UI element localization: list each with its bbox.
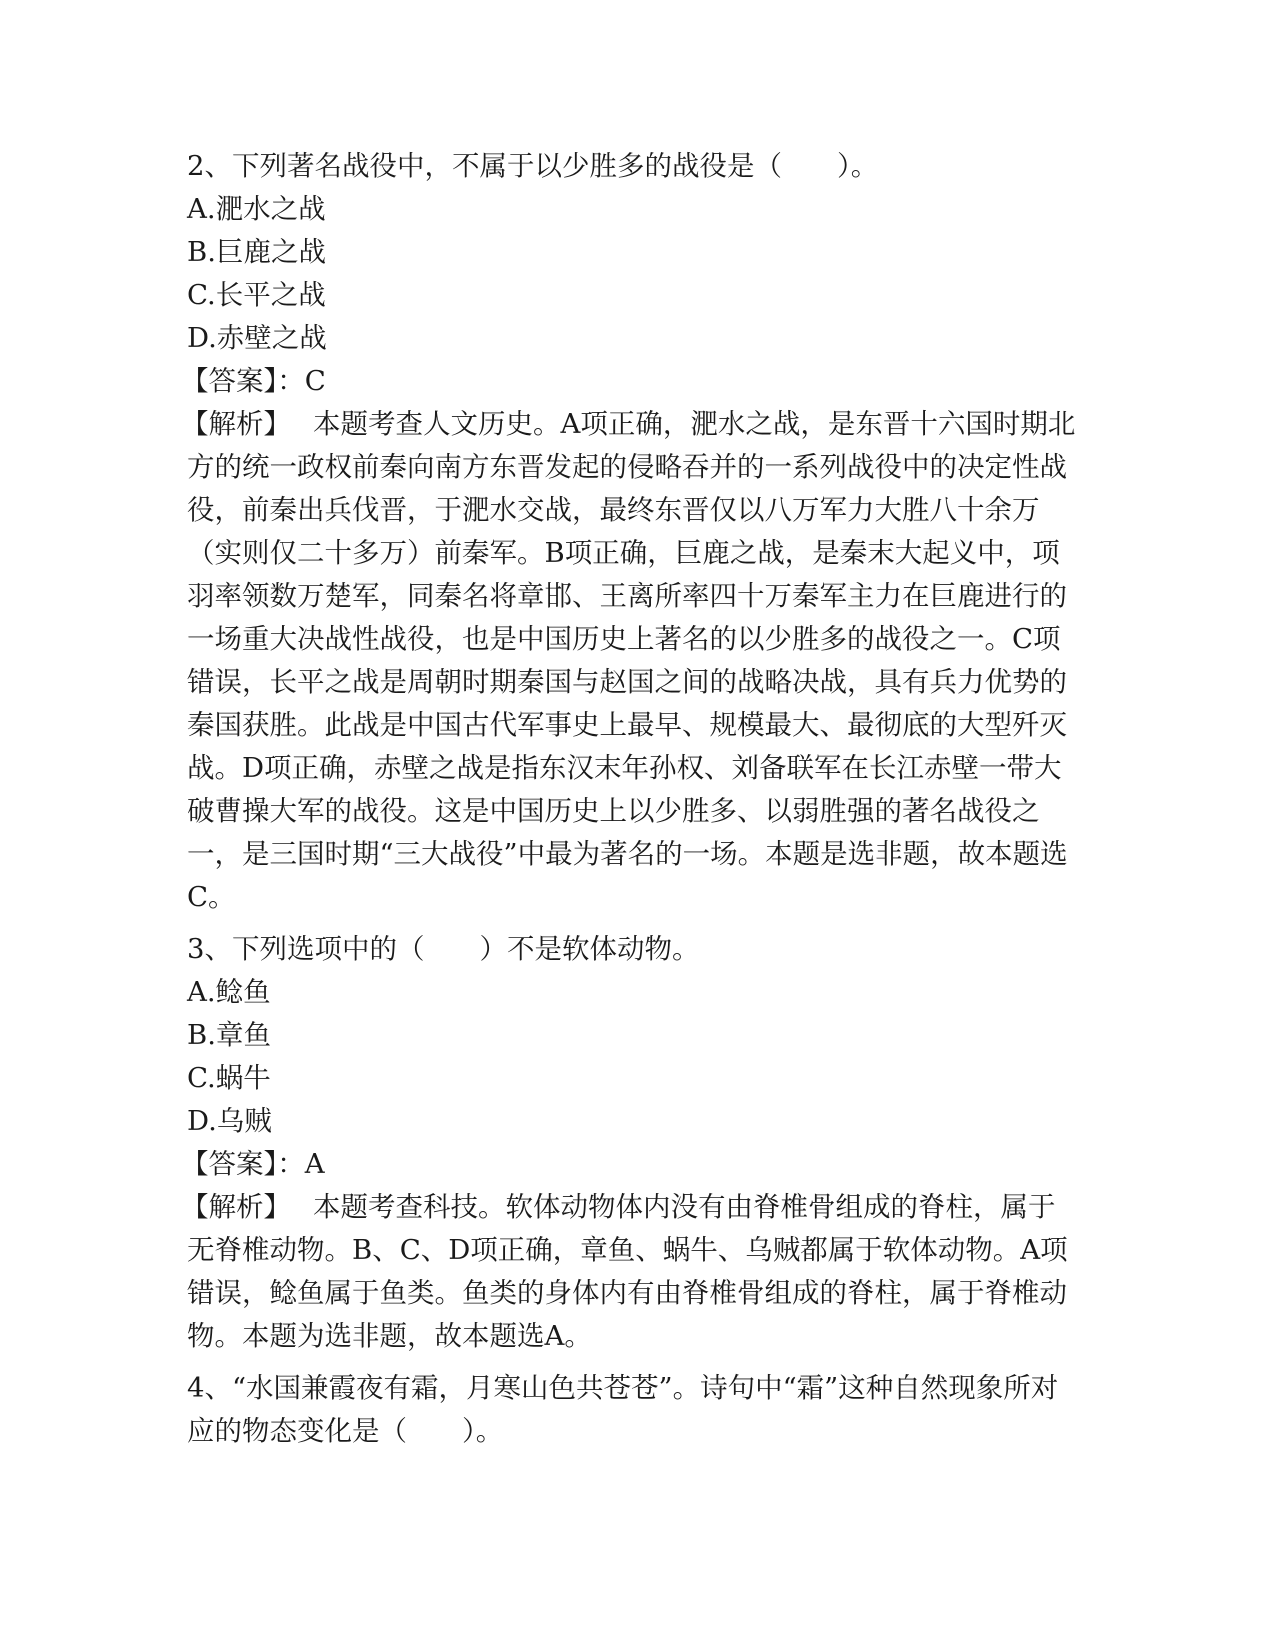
answer-label: 【答案】： xyxy=(181,365,305,397)
analysis-label: 【解析】 xyxy=(181,1191,291,1223)
analysis-text: 本题考查人文历史。A项正确，淝水之战，是东晋十六国时期北方的统一政权前秦向南方东晋发起的侵略吞并的一系列战役中的决定性战役，前秦出兵伐晋，于淝水交战，最终东晋仅以八万军力大胜八十余万（实则仅二十多万）前秦军。B项正确，巨鹿之战，是秦末大起义中，项羽率领数万楚军，同秦名将章邯、王离所率四十万秦军主力在巨鹿进行的一场重大决战性战役，也是中国历史上著名的以少胜多的战役之一。C项错误，长平之战是周朝时期秦国与赵国之间的战略决战，具有兵力优势的秦国获胜。此战是中国古代军事史上最早、规模最大、最彻底的大型歼灭战。D项正确，赤壁之战是指东汉末年孙权、刘备联军在长江赤壁一带大破曹操大军的战役。这是中国历史上以少胜多、以弱胜强的著名战役之一，是三国时期“三大战役”中最为著名的一场。本题是选非题，故本题选C。 xyxy=(187,408,1076,913)
option-a: A.鲶鱼 xyxy=(187,976,271,1008)
question-stem: 4、“水国兼霞夜有霜，月寒山色共苍苍”。诗句中“霜”这种自然现象所对应的物态变化是（ ）。 xyxy=(187,1372,1059,1447)
option-b: B.章鱼 xyxy=(187,1019,271,1051)
answer-line xyxy=(181,1143,1077,1186)
option-c: C.长平之战 xyxy=(187,279,326,311)
analysis-label: 【解析】 xyxy=(181,408,291,440)
question-4 xyxy=(187,1367,1077,1453)
analysis-paragraph xyxy=(181,1186,1077,1358)
question-2 xyxy=(181,145,1077,919)
option-d: D.乌贼 xyxy=(187,1105,272,1137)
answer-value: C xyxy=(304,365,326,397)
page-content xyxy=(181,145,1077,1453)
question-stem: 2、下列著名战役中，不属于以少胜多的战役是（ ）。 xyxy=(187,150,879,182)
option-b: B.巨鹿之战 xyxy=(187,236,326,268)
answer-label: 【答案】： xyxy=(181,1148,305,1180)
answer-value: A xyxy=(304,1148,325,1180)
analysis-paragraph xyxy=(181,403,1077,919)
answer-line xyxy=(181,360,1077,403)
question-3 xyxy=(181,928,1077,1358)
option-a: A.淝水之战 xyxy=(187,193,326,225)
option-c: C.蜗牛 xyxy=(187,1062,271,1094)
question-stem: 3、下列选项中的（ ）不是软体动物。 xyxy=(187,933,700,965)
option-d: D.赤壁之战 xyxy=(187,322,327,354)
analysis-text: 本题考查科技。软体动物体内没有由脊椎骨组成的脊柱，属于无脊椎动物。B、C、D项正确，章鱼、蜗牛、乌贼都属于软体动物。A项错误，鲶鱼属于鱼类。鱼类的身体内有由脊椎骨组成的脊柱，属于脊椎动物。本题为选非题，故本题选A。 xyxy=(187,1191,1068,1352)
